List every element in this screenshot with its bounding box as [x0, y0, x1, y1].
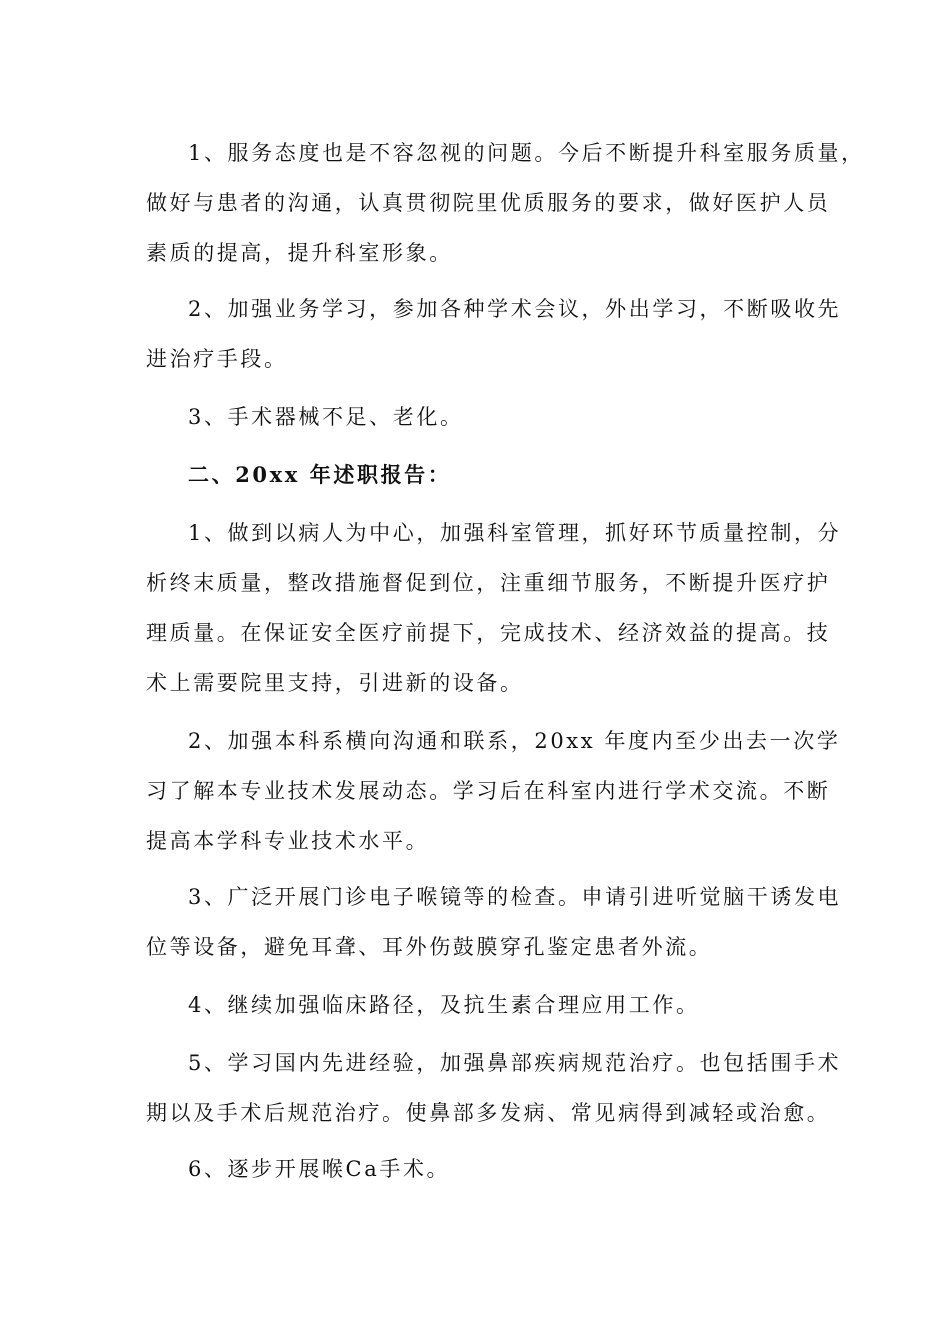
paragraph-line: 1、服务态度也是不容忽视的问题。今后不断提升科室服务质量， — [188, 141, 865, 165]
paragraph-line: 提高本学科专业技术水平。 — [146, 829, 430, 853]
paragraph-line: 析终末质量，整改措施督促到位，注重细节服务，不断提升医疗护 — [146, 571, 831, 595]
paragraph-line: 术上需要院里支持，引进新的设备。 — [146, 671, 524, 695]
paragraph-line: 5、学习国内先进经验，加强鼻部疾病规范治疗。也包括围手术 — [188, 1051, 842, 1075]
paragraph-line: 位等设备，避免耳聋、耳外伤鼓膜穿孔鉴定患者外流。 — [146, 935, 713, 959]
paragraph-line: 理质量。在保证安全医疗前提下，完成技术、经济效益的提高。技 — [146, 621, 831, 645]
paragraph-line: 6、逐步开展喉Ca手术。 — [188, 1157, 451, 1181]
paragraph-line: 3、手术器械不足、老化。 — [188, 405, 464, 429]
paragraph-line: 做好与患者的沟通，认真贯彻院里优质服务的要求，做好医护人员 — [146, 191, 831, 215]
paragraph-line: 2、加强业务学习，参加各种学术会议，外出学习，不断吸收先 — [188, 297, 842, 321]
section-heading: 二、20xx 年述职报告： — [188, 462, 452, 487]
paragraph-line: 期以及手术后规范治疗。使鼻部多发病、常见病得到减轻或治愈。 — [146, 1101, 831, 1125]
paragraph-line: 素质的提高，提升科室形象。 — [146, 241, 453, 265]
paragraph-line: 2、加强本科系横向沟通和联系，20xx 年度内至少出去一次学 — [188, 729, 841, 753]
paragraph-line: 进治疗手段。 — [146, 347, 288, 371]
paragraph-line: 1、做到以病人为中心，加强科室管理，抓好环节质量控制，分 — [188, 521, 842, 545]
paragraph-line: 习了解本专业技术发展动态。学习后在科室内进行学术交流。不断 — [146, 779, 831, 803]
paragraph-line: 4、继续加强临床路径，及抗生素合理应用工作。 — [188, 993, 700, 1017]
paragraph-line: 3、广泛开展门诊电子喉镜等的检查。申请引进听觉脑干诱发电 — [188, 885, 842, 909]
